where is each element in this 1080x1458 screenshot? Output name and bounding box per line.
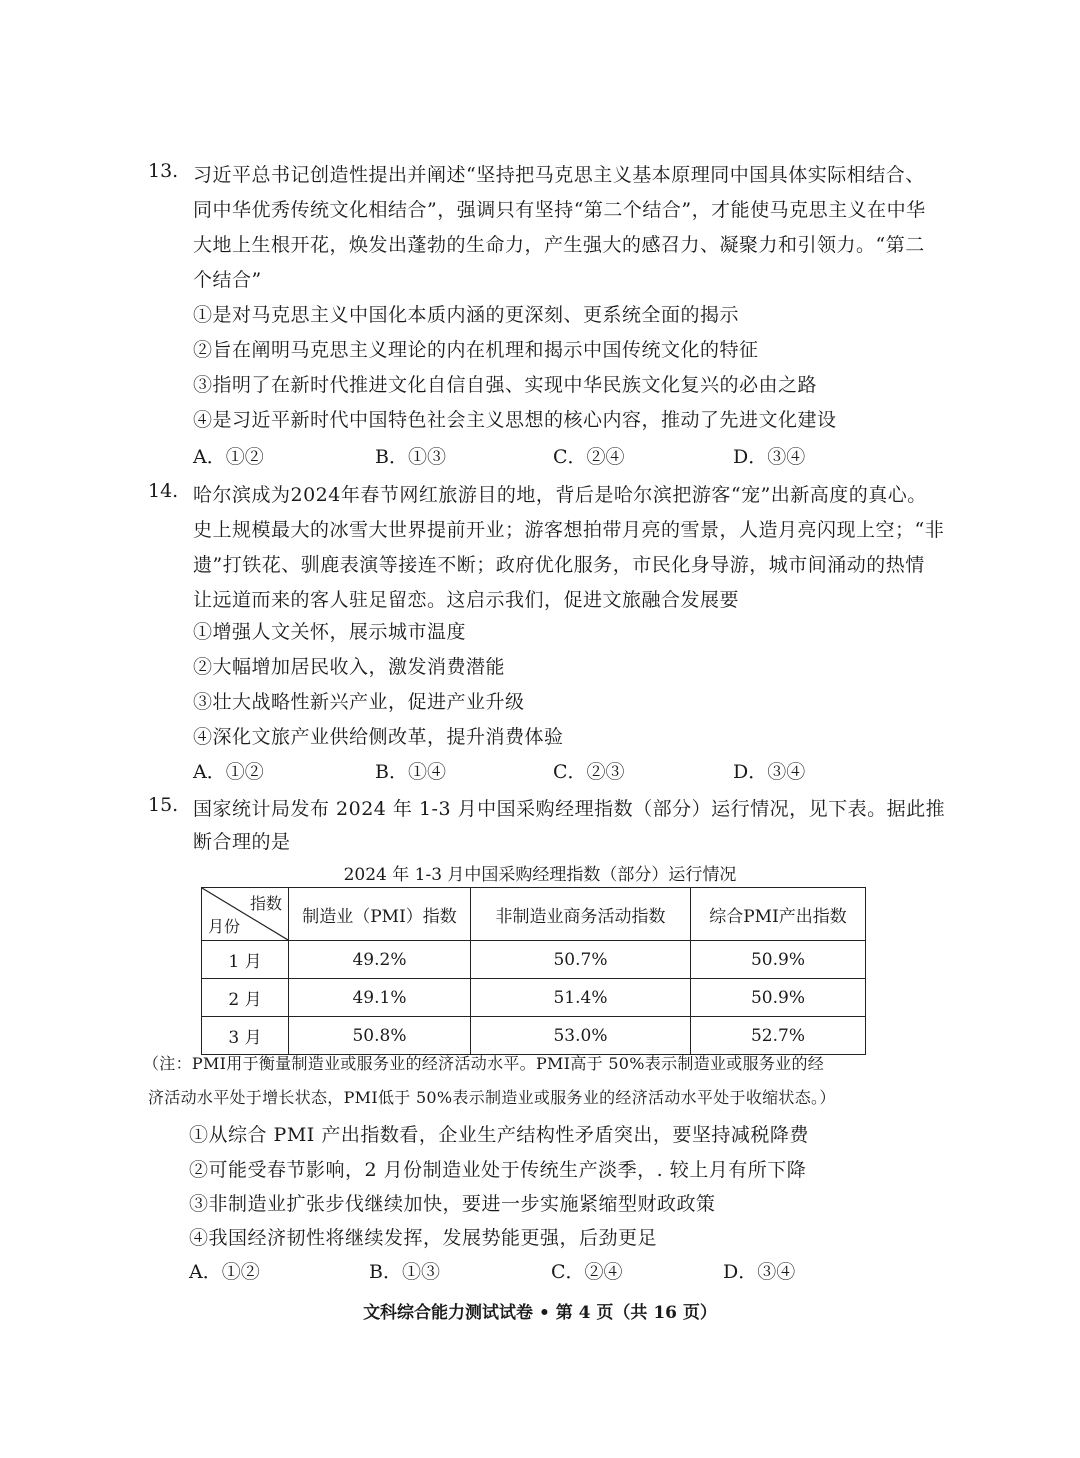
table-row [202, 941, 866, 979]
question-stem-line: 断合理的是 [193, 831, 291, 853]
statement-1: ①增强人文关怀，展示城市温度 [193, 621, 467, 643]
choice-d[interactable]: D．③④ [723, 1261, 796, 1283]
question-stem-line: 国家统计局发布 2024 年 1-3 月中国采购经理指数（部分）运行情况，见下表。据此推 [193, 798, 946, 820]
choice-c[interactable]: C．②④ [551, 1261, 623, 1283]
question-number: 13. [148, 160, 179, 182]
column-header: 制造业（PMI）指数 [289, 888, 471, 941]
table-corner-cell [202, 888, 289, 941]
column-header: 综合PMI产出指数 [691, 888, 866, 941]
choice-a[interactable]: A．①② [193, 761, 264, 783]
choice-b[interactable]: B．①③ [369, 1261, 440, 1283]
question-stem-line: 习近平总书记创造性提出并阐述“坚持把马克思主义基本原理同中国具体实际相结合、 [193, 164, 925, 186]
question-stem-line: 遗”打铁花、驯鹿表演等接连不断；政府优化服务，市民化身导游，城市间涌动的热情 [193, 554, 925, 576]
statement-2: ②大幅增加居民收入，激发消费潜能 [193, 656, 506, 678]
table-row [202, 979, 866, 1017]
page-footer: 文科综合能力测试试卷 • 第 4 页（共 16 页） [363, 1303, 717, 1323]
choice-c[interactable]: C．②④ [553, 446, 625, 468]
table-row [202, 1017, 866, 1055]
statement-2: ②旨在阐明马克思主义理论的内在机理和揭示中国传统文化的特征 [193, 339, 759, 361]
table-cell: 53.0% [471, 1017, 691, 1055]
question-stem-line: 大地上生根开花，焕发出蓬勃的生命力，产生强大的感召力、凝聚力和引领力。“第二 [193, 234, 925, 256]
table-cell: 51.4% [471, 979, 691, 1017]
table-cell: 50.8% [289, 1017, 471, 1055]
choice-b[interactable]: B．①④ [375, 761, 446, 783]
table-note-line: 济活动水平处于增长状态，PMI低于 50%表示制造业或服务业的经济活动水平处于收缩状态。） [148, 1088, 836, 1107]
choice-d[interactable]: D．③④ [733, 446, 806, 468]
question-stem-line: 史上规模最大的冰雪大世界提前开业；游客想拍带月亮的雪景，人造月亮闪现上空；“非 [193, 519, 945, 541]
statement-4: ④是习近平新时代中国特色社会主义思想的核心内容，推动了先进文化建设 [193, 409, 837, 431]
corner-label-month: 月份 [208, 917, 241, 936]
question-number: 14. [148, 480, 179, 502]
statement-3: ③非制造业扩张步伐继续加快，要进一步实施紧缩型财政政策 [189, 1193, 716, 1215]
choice-c[interactable]: C．②③ [553, 761, 625, 783]
table-cell: 49.1% [289, 979, 471, 1017]
statement-4: ④我国经济韧性将继续发挥，发展势能更强，后劲更足 [189, 1227, 658, 1249]
statement-3: ③壮大战略性新兴产业，促进产业升级 [193, 691, 525, 713]
table-cell: 50.7% [471, 941, 691, 979]
table-header-row [202, 888, 866, 941]
question-stem-line: 同中华优秀传统文化相结合”，强调只有坚持“第二个结合”，才能使马克思主义在中华 [193, 199, 926, 221]
statement-4: ④深化文旅产业供给侧改革，提升消费体验 [193, 726, 564, 748]
question-stem-line: 让远道而来的客人驻足留恋。这启示我们，促进文旅融合发展要 [193, 589, 740, 611]
choice-a[interactable]: A．①② [189, 1261, 260, 1283]
statement-1: ①是对马克思主义中国化本质内涵的更深刻、更系统全面的揭示 [193, 304, 740, 326]
row-month: 3 月 [202, 1017, 289, 1055]
table-note-line: （注：PMI用于衡量制造业或服务业的经济活动水平。PMI高于 50%表示制造业或服务业的经 [143, 1054, 825, 1073]
table-cell: 52.7% [691, 1017, 866, 1055]
choice-d[interactable]: D．③④ [733, 761, 806, 783]
statement-1: ①从综合 PMI 产出指数看，企业生产结构性矛盾突出，要坚持减税降费 [189, 1124, 809, 1146]
row-month: 1 月 [202, 941, 289, 979]
table-title: 2024 年 1-3 月中国采购经理指数（部分）运行情况 [343, 865, 737, 885]
column-header: 非制造业商务活动指数 [471, 888, 691, 941]
statement-2: ②可能受春节影响，2 月份制造业处于传统生产淡季，. 较上月有所下降 [189, 1159, 807, 1181]
question-stem-line: 个结合” [193, 269, 262, 291]
question-stem-line: 哈尔滨成为2024年春节网红旅游目的地，背后是哈尔滨把游客“宠”出新高度的真心。 [193, 484, 927, 506]
table-cell: 50.9% [691, 979, 866, 1017]
row-month: 2 月 [202, 979, 289, 1017]
table-cell: 49.2% [289, 941, 471, 979]
statement-3: ③指明了在新时代推进文化自信自强、实现中华民族文化复兴的必由之路 [193, 374, 818, 396]
question-number: 15. [148, 794, 179, 816]
table-cell: 50.9% [691, 941, 866, 979]
pmi-table [201, 887, 866, 1055]
corner-label-index: 指数 [249, 894, 282, 913]
choice-a[interactable]: A．①② [193, 446, 264, 468]
choice-b[interactable]: B．①③ [375, 446, 446, 468]
